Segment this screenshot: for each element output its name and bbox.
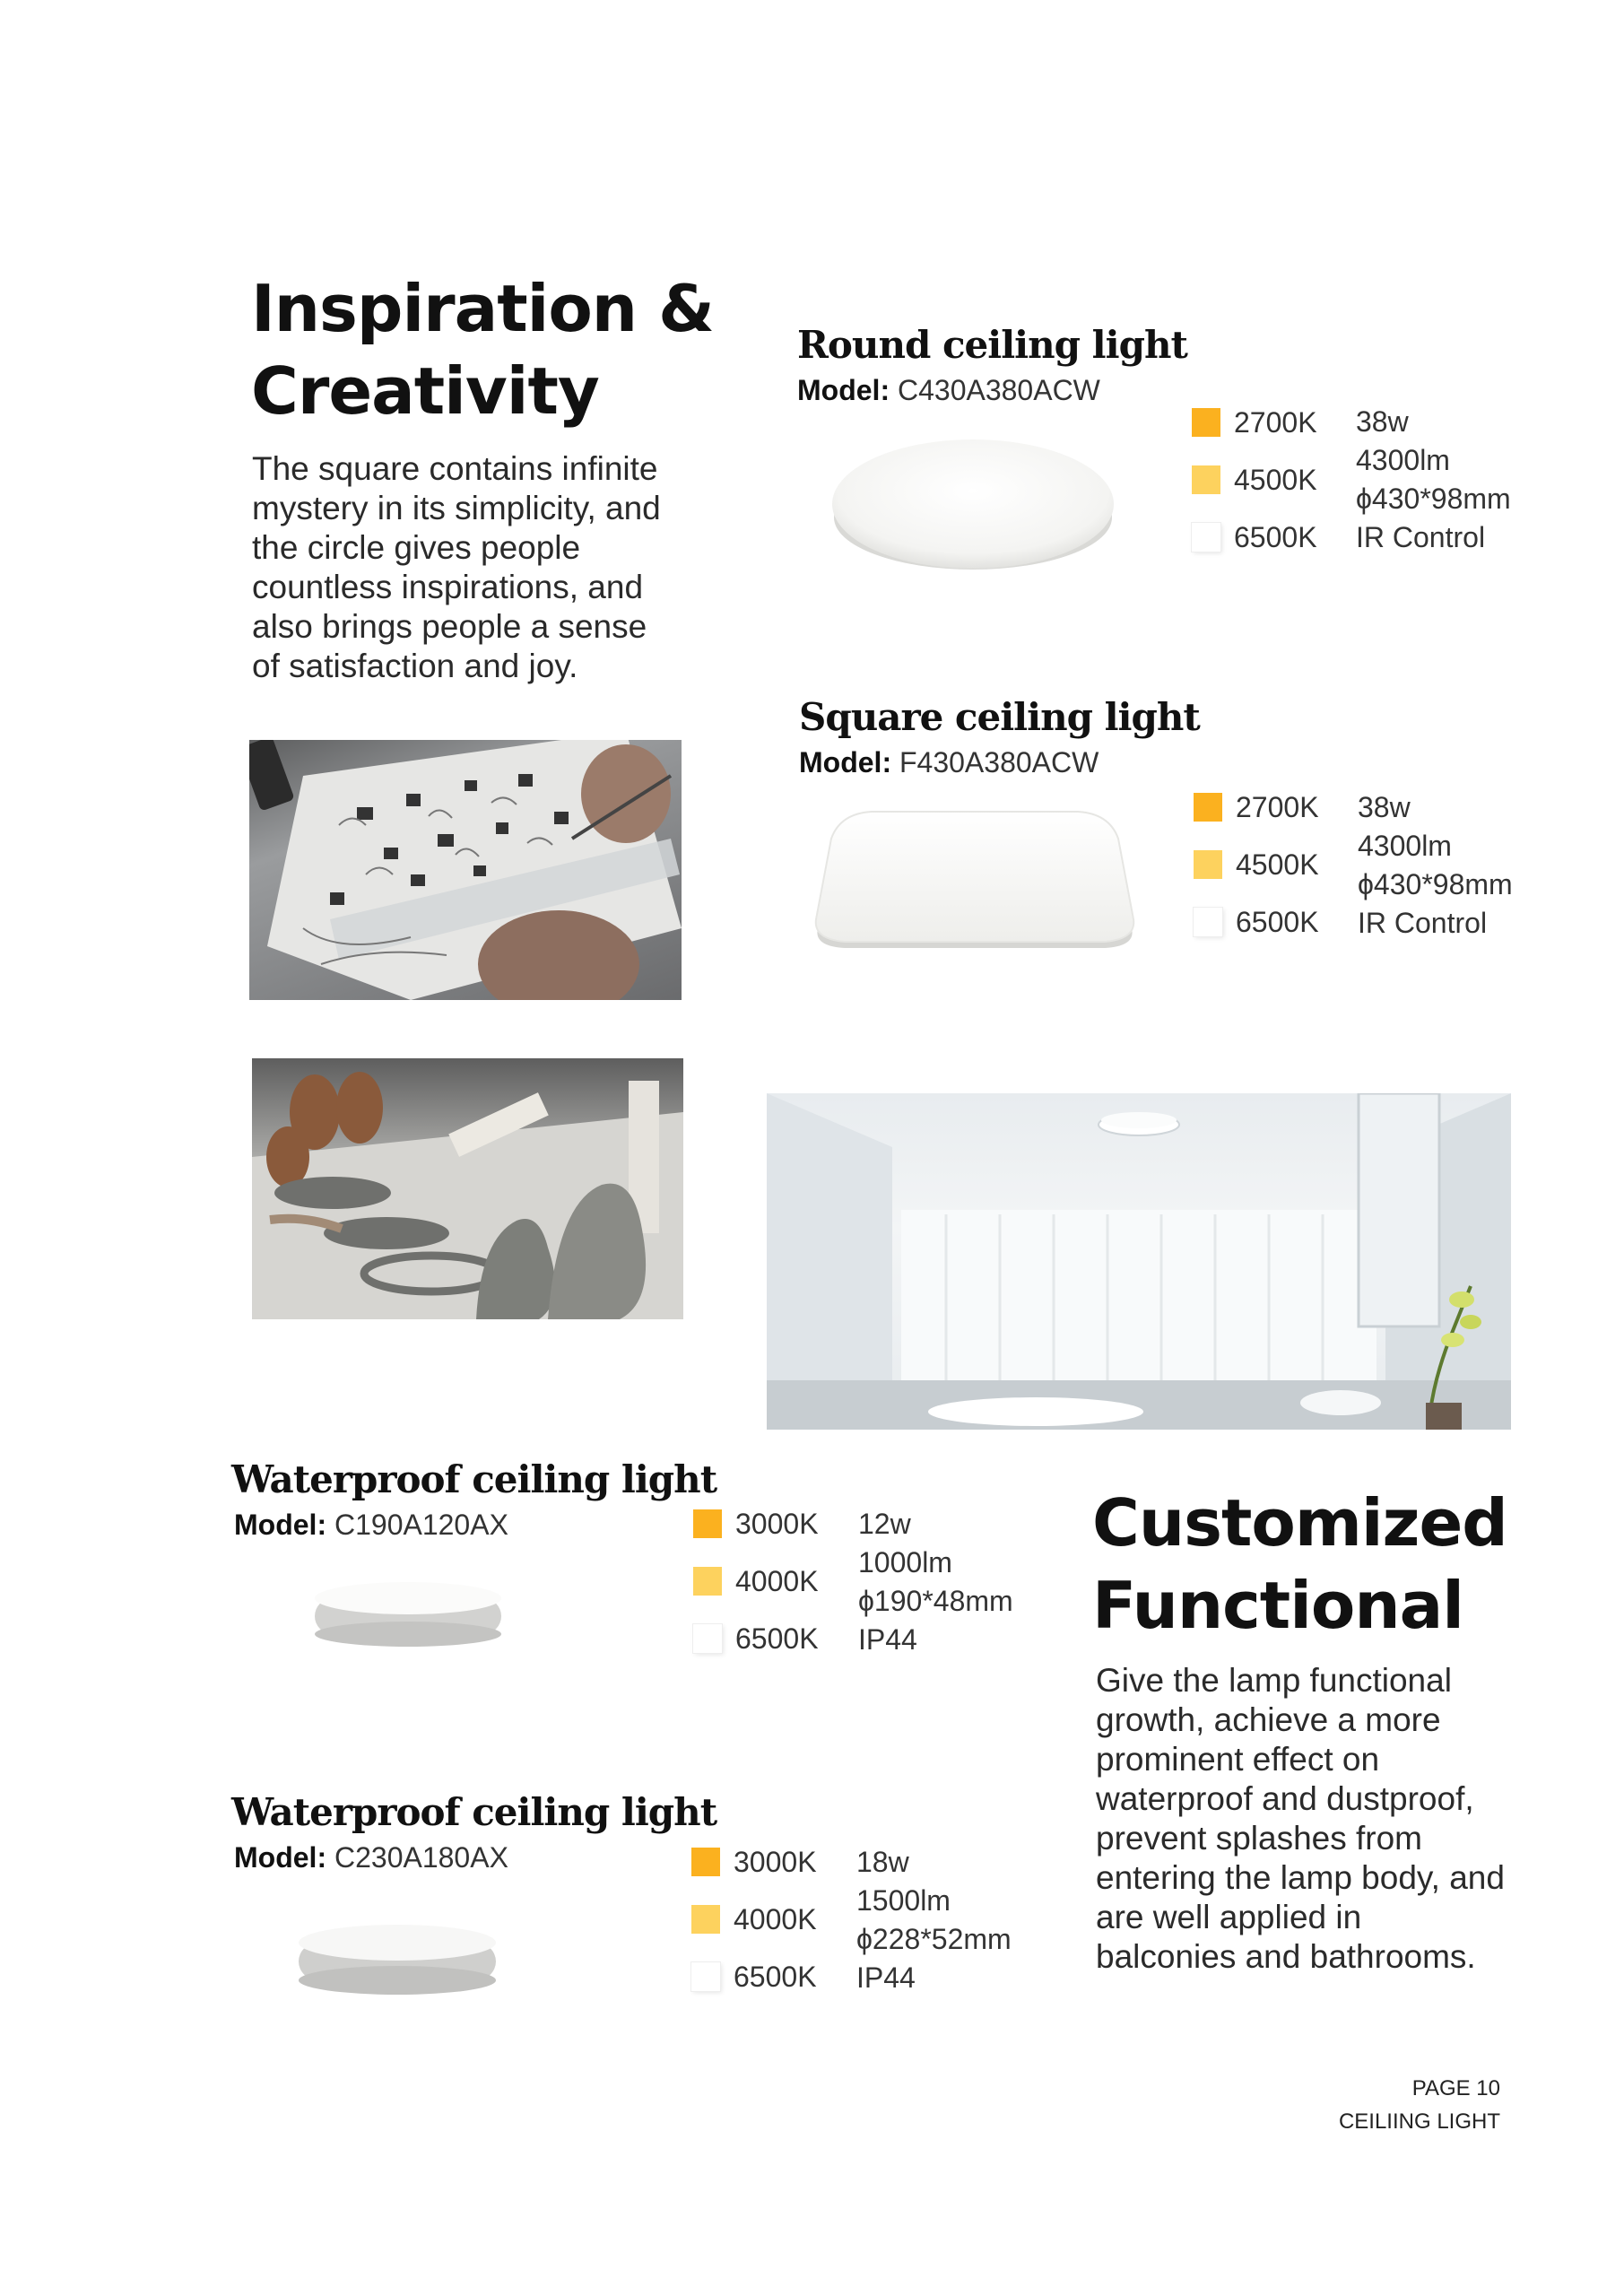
model-number: C190A120AX	[334, 1509, 508, 1541]
spec-lumens: 4300lm	[1356, 444, 1450, 476]
temp-label: 4000K	[735, 1565, 819, 1597]
spec-lumens: 1500lm	[856, 1884, 951, 1917]
square-light-image	[809, 803, 1141, 955]
swatch-2700k	[1192, 408, 1220, 437]
spec-size: ϕ430*98mm	[1358, 868, 1513, 900]
functional-heading-line1: Customized	[1092, 1485, 1507, 1561]
intro-heading-line2: Creativity	[251, 353, 599, 429]
model-label: Model:	[799, 746, 892, 778]
swatch-4500k	[1194, 850, 1222, 879]
spec-lumens: 1000lm	[858, 1546, 952, 1578]
swatch-6500k	[691, 1962, 720, 1991]
temp-label: 6500K	[1234, 521, 1317, 553]
temp-label: 6500K	[1236, 906, 1319, 938]
swatch-4500k	[1192, 465, 1220, 494]
swatch-3000k	[691, 1848, 720, 1876]
product-model	[797, 372, 1100, 408]
spec-feature: IR Control	[1358, 907, 1488, 939]
waterproof-light-image	[294, 1919, 500, 2000]
model-label: Model:	[797, 374, 890, 406]
temp-label: 6500K	[735, 1622, 819, 1655]
functional-heading	[1092, 1482, 1507, 1647]
spec-size: ϕ190*48mm	[858, 1585, 1013, 1617]
swatch-2700k	[1194, 793, 1222, 822]
swatch-6500k	[1192, 523, 1220, 552]
product-title: Square ceiling light	[799, 695, 1200, 739]
spec-feature: IP44	[858, 1623, 917, 1656]
product-title: Waterproof ceiling light	[231, 1457, 717, 1501]
spec-size: ϕ228*52mm	[856, 1923, 1012, 1955]
swatch-6500k	[1194, 908, 1222, 936]
product-model	[234, 1507, 508, 1543]
temp-label: 2700K	[1236, 791, 1319, 823]
swatch-3000k	[693, 1509, 722, 1538]
spec-feature: IP44	[856, 1961, 916, 1994]
model-number: F430A380ACW	[899, 746, 1099, 778]
section-name: CEILIING LIGHT	[1338, 2109, 1500, 2134]
functional-body: Give the lamp functional growth, achieve a more prominent effect on waterproof and dustproof, prevent splashes from entering the lamp body, and are well applied in balconies and bathrooms.	[1096, 1662, 1505, 1975]
spec-power: 38w	[1356, 405, 1409, 438]
bathroom-photo	[767, 1093, 1511, 1430]
swatch-4000k	[691, 1905, 720, 1934]
temp-label: 4500K	[1234, 464, 1317, 496]
temp-label: 3000K	[735, 1508, 819, 1540]
product-model	[799, 744, 1099, 780]
model-number: C230A180AX	[334, 1841, 508, 1874]
spec-feature: IR Control	[1356, 521, 1486, 553]
model-number: C430A380ACW	[897, 374, 1100, 406]
product-title: Waterproof ceiling light	[231, 1790, 717, 1834]
sketching-photo	[249, 740, 682, 1000]
spec-power: 38w	[1358, 791, 1411, 823]
spec-power: 18w	[856, 1846, 909, 1878]
round-light-image	[829, 428, 1116, 576]
model-label: Model:	[234, 1841, 327, 1874]
temp-label: 6500K	[734, 1961, 817, 1993]
waterproof-light-image	[309, 1578, 507, 1650]
functional-heading-line2: Functional	[1092, 1568, 1463, 1643]
intro-body: The square contains infinite mystery in its simplicity, and the circle gives people countless inspirations, and also brings people a sense of satisfaction and joy.	[252, 450, 661, 684]
temp-label: 4000K	[734, 1903, 817, 1935]
spec-size: ϕ430*98mm	[1356, 483, 1511, 515]
page-number: PAGE 10	[1411, 2076, 1500, 2100]
swatch-6500k	[693, 1624, 722, 1653]
design-models-photo	[252, 1058, 683, 1319]
spec-lumens: 4300lm	[1358, 830, 1452, 862]
product-title: Round ceiling light	[797, 323, 1187, 367]
swatch-4000k	[693, 1567, 722, 1596]
model-label: Model:	[234, 1509, 327, 1541]
temp-label: 3000K	[734, 1846, 817, 1878]
intro-heading-line1: Inspiration &	[251, 271, 714, 346]
temp-label: 2700K	[1234, 406, 1317, 439]
intro-heading	[251, 267, 714, 432]
product-model	[234, 1839, 508, 1875]
spec-power: 12w	[858, 1508, 911, 1540]
temp-label: 4500K	[1236, 848, 1319, 881]
